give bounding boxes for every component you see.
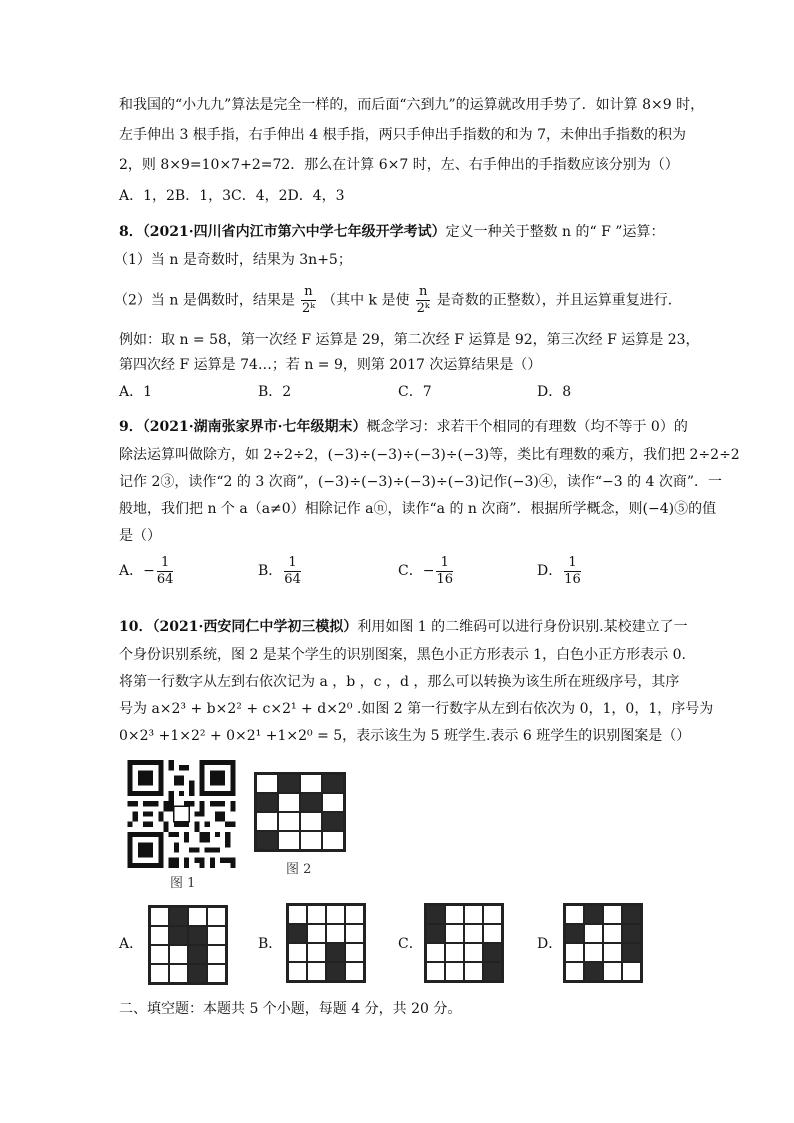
q8-number: 8． — [119, 224, 143, 240]
q9-option-b — [258, 552, 303, 590]
grid-cell-black — [584, 962, 603, 981]
grid-cell-white — [278, 831, 300, 850]
grid-cell-black — [188, 945, 207, 964]
grid-cell-white — [464, 943, 483, 962]
frac-den: 2ᵏ — [416, 301, 430, 316]
grid-cell-black — [169, 907, 188, 926]
grid-cell-white — [207, 964, 226, 983]
q10-source: （2021·西安同仁中学初三模拟） — [152, 619, 358, 635]
grid-cell-black — [256, 793, 278, 812]
grid-cell-black — [326, 943, 345, 962]
q10-option-a-grid — [148, 905, 228, 985]
figure-2-caption: 图 2 — [286, 862, 312, 877]
grid-cell-white — [300, 831, 322, 850]
q8-fraction-2 — [416, 284, 430, 317]
grid-cell-white — [345, 905, 364, 924]
q8-cond2-c: 是奇数的正整数），并且运算重复进行． — [436, 292, 682, 309]
grid-cell-white — [207, 926, 226, 945]
q8-option-a: A．1 — [119, 384, 153, 400]
grid-cell-white — [288, 905, 307, 924]
grid-cell-white — [622, 962, 641, 981]
q9-line-2: 除法运算叫做除方，如 2÷2÷2，(−3)÷(−3)÷(−3)÷(−3)等，类比有理数的乘方，我们把 2÷2÷2 — [119, 447, 740, 463]
grid-cell-white — [603, 924, 622, 943]
frac-num: 1 — [157, 555, 174, 572]
grid-cell-white — [464, 905, 483, 924]
q8-option-b: B．2 — [258, 384, 292, 400]
grid-cell-black — [169, 926, 188, 945]
section-2-heading: 二、填空题：本题共 5 个小题，每题 4 分，共 20 分。 — [119, 1001, 462, 1017]
grid-cell-white — [150, 926, 169, 945]
option-sign: − — [422, 563, 435, 579]
q9-option-c — [398, 552, 455, 590]
frac-den: 64 — [284, 571, 301, 587]
grid-cell-white — [278, 793, 300, 812]
q9-source: （2021·湖南张家界市·七年级期末） — [142, 419, 367, 435]
grid-cell-white — [307, 962, 326, 981]
frac-num: 1 — [564, 555, 581, 572]
grid-cell-white — [278, 812, 300, 831]
q10-line-3: 将第一行数字从左到右依次记为 a ，b ，c ，d ，那么可以转换为该生所在班级序号，其序 — [119, 674, 680, 690]
grid-cell-black — [288, 924, 307, 943]
option-label: D． — [537, 563, 563, 579]
grid-cell-white — [483, 905, 502, 924]
frac-den: 64 — [156, 571, 174, 587]
grid-cell-white — [307, 905, 326, 924]
q8-option-d: D．8 — [537, 384, 572, 400]
grid-cell-white — [565, 943, 584, 962]
q10-line-4: 号为 a×2³ + b×2² + c×2¹ + d×2⁰ .如图 2 第一行数字从左到右依次为 0，1，0，1，序号为 — [119, 701, 714, 717]
q9-line-1 — [119, 417, 688, 437]
grid-cell-white — [169, 964, 188, 983]
grid-cell-white — [584, 924, 603, 943]
q10-line-1 — [119, 617, 688, 637]
option-fraction — [157, 555, 174, 588]
q7-text-line-3: 2，则 8×9=10×7+2=72．那么在计算 6×7 时，左、右手伸出的手指数应该分别为（） — [119, 157, 679, 173]
q9-number: 9． — [119, 419, 143, 435]
q8-condition-2 — [114, 284, 682, 317]
qr-code-image — [124, 760, 239, 868]
grid-cell-white — [603, 962, 622, 981]
q8-stem — [119, 222, 664, 242]
grid-cell-white — [150, 964, 169, 983]
q9-line-5: 是（） — [119, 528, 161, 544]
grid-cell-white — [150, 945, 169, 964]
grid-cell-white — [322, 831, 344, 850]
grid-cell-white — [169, 945, 188, 964]
grid-cell-black — [483, 943, 502, 962]
q8-example-2: 第四次经 F 运算是 74…；若 n = 9，则第 2017 次运算结果是（） — [119, 357, 542, 373]
q10-option-d-grid — [563, 903, 643, 983]
q10-option-b-label: B． — [258, 936, 283, 952]
grid-cell-white — [288, 943, 307, 962]
grid-cell-black — [565, 924, 584, 943]
q7-text-line-2: 左手伸出 3 根手指，右手伸出 4 根手指，两只手伸出手指数的和为 7，未伸出手指数的积为 — [119, 127, 686, 143]
frac-den: 16 — [436, 571, 453, 587]
grid-cell-white — [565, 962, 584, 981]
q8-condition-1: （1）当 n 是奇数时，结果为 3n+5； — [114, 252, 352, 268]
grid-cell-black — [300, 793, 322, 812]
q8-source: （2021·四川省内江市第六中学七年级开学考试） — [142, 224, 446, 240]
q9-line-3: 记作 2③，读作“2 的 3 次商”，(−3)÷(−3)÷(−3)÷(−3)记作(−3)④，读作“−3 的 4 次商”．一 — [119, 474, 723, 490]
grid-cell-black — [256, 831, 278, 850]
option-fraction — [564, 555, 581, 588]
grid-cell-white — [445, 924, 464, 943]
grid-cell-white — [345, 943, 364, 962]
grid-cell-white — [256, 812, 278, 831]
option-label: A． — [119, 563, 144, 579]
frac-num: 1 — [284, 555, 301, 572]
option-fraction — [284, 555, 301, 588]
grid-cell-white — [464, 962, 483, 981]
q10-line-1-text: 利用如图 1 的二维码可以进行身份识别.某校建立了一 — [357, 619, 688, 635]
grid-cell-white — [483, 924, 502, 943]
grid-cell-white — [445, 962, 464, 981]
grid-cell-white — [426, 962, 445, 981]
q10-option-d-label: D． — [537, 936, 563, 952]
grid-cell-white — [603, 943, 622, 962]
grid-cell-white — [307, 924, 326, 943]
grid-cell-white — [326, 924, 345, 943]
q9-option-d — [537, 552, 583, 590]
grid-cell-black — [584, 905, 603, 924]
q8-cond2-a: （2）当 n 是偶数时，结果是 — [114, 292, 295, 309]
q9-line-4: 般地，我们把 n 个 a（a≠0）相除记作 aⓝ，读作“a 的 n 次商”．根据所学概念，则(−4)⑤的值 — [119, 501, 717, 517]
frac-num: n — [301, 284, 315, 301]
grid-cell-white — [322, 793, 344, 812]
grid-cell-black — [426, 924, 445, 943]
q7-options: A．1，2B．1，3C．4，2D．4，3 — [119, 188, 345, 204]
grid-cell-black — [426, 905, 445, 924]
q8-example-1: 例如：取 n = 58，第一次经 F 运算是 29，第二次经 F 运算是 92，第三次经 F 运算是 23， — [119, 332, 700, 348]
grid-cell-black — [188, 926, 207, 945]
grid-cell-white — [188, 907, 207, 926]
q9-option-a — [119, 552, 175, 590]
frac-num: n — [416, 284, 430, 301]
grid-cell-white — [326, 905, 345, 924]
q10-option-a-label: A． — [119, 936, 144, 952]
grid-cell-black — [622, 905, 641, 924]
q10-option-c-label: C． — [398, 936, 423, 952]
grid-cell-black — [326, 962, 345, 981]
frac-den: 2ᵏ — [301, 301, 315, 316]
figure-1-caption: 图 1 — [170, 876, 196, 891]
grid-cell-white — [445, 943, 464, 962]
q8-option-c: C．7 — [398, 384, 432, 400]
grid-cell-white — [300, 812, 322, 831]
grid-cell-white — [150, 907, 169, 926]
q8-fraction-1 — [301, 284, 315, 317]
grid-cell-black — [483, 962, 502, 981]
grid-cell-white — [603, 905, 622, 924]
grid-cell-white — [584, 943, 603, 962]
option-fraction — [436, 555, 453, 588]
q9-line-1-text: 概念学习：求若干个相同的有理数（均不等于 0）的 — [366, 419, 688, 435]
grid-cell-white — [445, 905, 464, 924]
grid-cell-black — [322, 774, 344, 793]
frac-den: 16 — [564, 571, 581, 587]
grid-cell-white — [345, 962, 364, 981]
grid-cell-black — [622, 943, 641, 962]
grid-cell-white — [307, 943, 326, 962]
grid-cell-white — [207, 945, 226, 964]
option-label: B． — [258, 563, 283, 579]
grid-cell-black — [188, 964, 207, 983]
grid-cell-white — [207, 907, 226, 926]
q10-number: 10． — [119, 619, 153, 635]
frac-num: 1 — [436, 555, 453, 572]
q10-line-2: 个身份识别系统，图 2 是某个学生的识别图案，黑色小正方形表示 1，白色小正方形表示 0. — [119, 647, 686, 663]
q10-option-c-grid — [424, 903, 504, 983]
grid-cell-white — [300, 774, 322, 793]
grid-cell-black — [322, 812, 344, 831]
grid-cell-white — [464, 924, 483, 943]
grid-cell-white — [345, 924, 364, 943]
grid-cell-white — [256, 774, 278, 793]
grid-cell-white — [426, 943, 445, 962]
grid-cell-white — [565, 905, 584, 924]
figure-2-grid — [254, 772, 346, 852]
q8-stem-text: 定义一种关于整数 n 的“ F ”运算： — [445, 224, 665, 240]
q10-line-5: 0×2³ +1×2² + 0×2¹ +1×2⁰ = 5，表示该生为 5 班学生.表示 6 班学生的识别图案是（） — [119, 728, 691, 744]
grid-cell-black — [622, 924, 641, 943]
grid-cell-black — [278, 774, 300, 793]
option-label: C． — [398, 563, 423, 579]
option-sign: − — [143, 563, 155, 579]
q8-cond2-b: （其中 k 是使 — [322, 292, 410, 309]
q7-text-line-1: 和我国的“小九九”算法是完全一样的，而后面“六到九”的运算就改用手势了．如计算 8×9 时， — [119, 97, 705, 113]
q10-option-b-grid — [286, 903, 366, 983]
grid-cell-white — [288, 962, 307, 981]
